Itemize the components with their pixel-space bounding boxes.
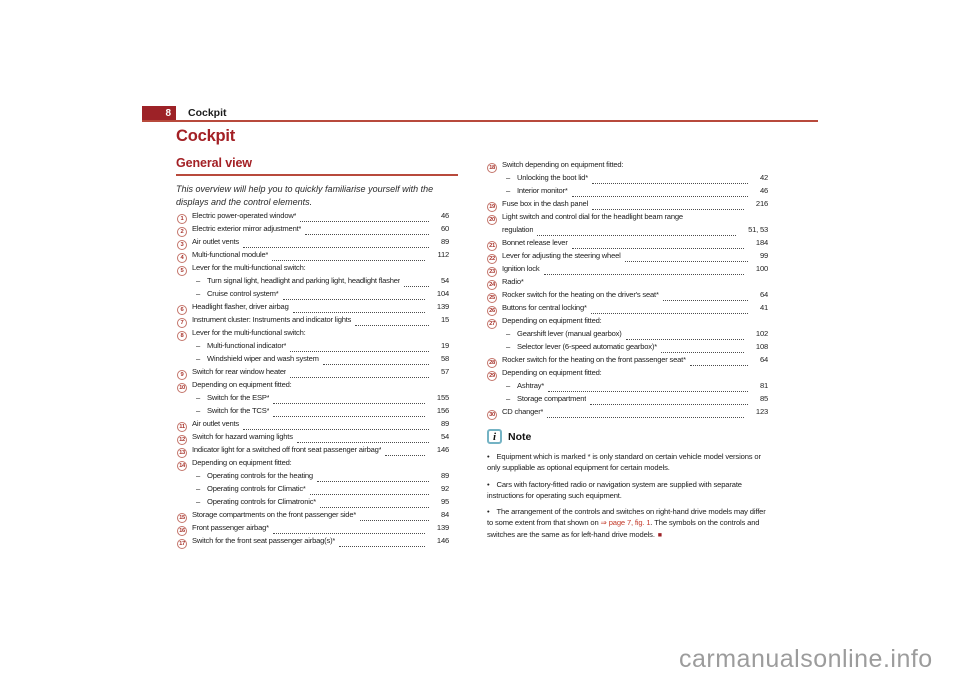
entry-label: CD changer*: [502, 407, 544, 416]
toc-entry[interactable]: [177, 367, 449, 380]
entry-label: Rocker switch for the heating on the driver's seat*: [502, 290, 659, 299]
item-number-badge: 20: [487, 215, 497, 225]
toc-entry[interactable]: [487, 251, 768, 264]
dot-leader: [243, 428, 429, 430]
dot-leader: [572, 247, 744, 249]
toc-entry: [177, 328, 449, 341]
dash-marker: –: [196, 354, 201, 363]
end-of-section-marker: ■: [657, 531, 662, 539]
entry-label: Rocker switch for the heating on the front passenger seat*: [502, 355, 686, 364]
toc-subentry[interactable]: [177, 484, 449, 497]
toc-entry[interactable]: [177, 419, 449, 432]
note-bullet-list: [487, 451, 768, 541]
item-number-badge: 13: [177, 448, 187, 458]
dot-leader: [590, 403, 748, 405]
note-bullet: • The arrangement of the controls and switches on right-hand drive models may differ to some extent from that shown on ⇒ page 7, fig. 1. The symbols on the controls and switches are the same as for left-hand drive models. ■: [487, 507, 766, 539]
item-number-badge: 3: [177, 240, 187, 250]
entry-page-number: 85: [759, 394, 768, 403]
entry-label: Multi-functional indicator*: [207, 341, 287, 350]
toc-subentry[interactable]: [177, 289, 449, 302]
dot-leader: [323, 363, 429, 365]
toc-subentry[interactable]: [487, 381, 768, 394]
dash-marker: –: [196, 497, 201, 506]
dash-marker: –: [196, 471, 201, 480]
bullet-icon: •: [487, 507, 490, 517]
dot-leader: [305, 233, 429, 235]
entry-page-number: 57: [440, 367, 449, 376]
toc-continuation[interactable]: [487, 225, 768, 238]
toc-entry[interactable]: [487, 238, 768, 251]
toc-subentry[interactable]: [487, 186, 768, 199]
entry-label: Switch depending on equipment fitted:: [502, 160, 624, 169]
item-number-badge: 27: [487, 319, 497, 329]
toc-entry[interactable]: [177, 445, 449, 458]
entry-label: Switch for the ESP*: [207, 393, 270, 402]
dash-marker: –: [506, 173, 511, 182]
entry-label: Operating controls for the heating: [207, 471, 313, 480]
item-number-badge: 10: [177, 383, 187, 393]
item-number-badge: 26: [487, 306, 497, 316]
toc-subentry[interactable]: [177, 497, 449, 510]
entry-page-number: 146: [436, 445, 449, 454]
toc-entry: [177, 380, 449, 393]
entry-label: Air outlet vents: [192, 419, 240, 428]
toc-entry[interactable]: [177, 237, 449, 250]
entry-label: Operating controls for Climatronic*: [207, 497, 317, 506]
entry-label: Bonnet release lever: [502, 238, 568, 247]
note-bullet: • Cars with factory-fitted radio or navigation system are supplied with separate instructions for operating such equipment.: [487, 479, 742, 500]
dot-leader: [592, 208, 744, 210]
right-column: [487, 160, 768, 546]
entry-label: Indicator light for a switched off front seat passenger airbag*: [192, 445, 382, 454]
toc-entry[interactable]: [487, 199, 768, 212]
item-number-badge: 4: [177, 253, 187, 263]
note-box: [487, 429, 768, 541]
note-bullet: • Equipment which is marked * is only standard on certain vehicle model versions or only suppliable as optional equipment for certain models.: [487, 452, 761, 473]
entry-page-number: 64: [759, 290, 768, 299]
entry-label: Interior monitor*: [517, 186, 568, 195]
dot-leader: [339, 545, 425, 547]
item-number-badge: 28: [487, 358, 497, 368]
entry-label: Storage compartments on the front passenger side*: [192, 510, 357, 519]
dot-leader: [625, 260, 748, 262]
bullet-icon: •: [487, 479, 490, 489]
toc-subentry[interactable]: [487, 342, 768, 355]
entry-label: Light switch and control dial for the headlight beam range: [502, 212, 683, 221]
toc-entry: [487, 368, 768, 381]
toc-entry[interactable]: [177, 432, 449, 445]
entry-page-number: 184: [755, 238, 768, 247]
note-title: Note: [508, 430, 532, 443]
dot-leader: [385, 454, 424, 456]
toc-entry: [487, 160, 768, 173]
entry-label: regulation: [502, 225, 534, 234]
entry-page-number: 92: [440, 484, 449, 493]
item-number-badge: 22: [487, 254, 497, 264]
item-number-badge: 25: [487, 293, 497, 303]
dot-leader: [297, 441, 429, 443]
dot-leader: [310, 493, 429, 495]
item-number-badge: 19: [487, 202, 497, 212]
dot-leader: [592, 182, 748, 184]
dash-marker: –: [196, 341, 201, 350]
entry-label: Operating controls for Climatic*: [207, 484, 306, 493]
dash-marker: –: [196, 393, 201, 402]
item-number-badge: 1: [177, 214, 187, 224]
page-reference-link[interactable]: ⇒ page 7, fig. 1: [600, 518, 651, 528]
entry-label: Depending on equipment fitted:: [502, 316, 602, 325]
entry-page-number: 139: [436, 523, 449, 532]
entry-label: Depending on equipment fitted:: [502, 368, 602, 377]
bullet-icon: •: [487, 452, 490, 461]
toc-subentry[interactable]: [487, 329, 768, 342]
entry-label: Depending on equipment fitted:: [192, 380, 292, 389]
dot-leader: [355, 324, 429, 326]
toc-entry: [487, 316, 768, 329]
toc-entry[interactable]: [487, 264, 768, 277]
watermark: carmanualsonline.info: [679, 645, 933, 673]
dash-marker: –: [506, 381, 511, 390]
entry-page-number: 216: [755, 199, 768, 208]
entry-page-number: 146: [436, 536, 449, 545]
toc-subentry[interactable]: [177, 354, 449, 367]
entry-page-number: 54: [440, 432, 449, 441]
entry-label: Storage compartment: [517, 394, 587, 403]
header-rule: [142, 120, 818, 122]
toc-subentry[interactable]: [177, 341, 449, 354]
item-number-badge: 24: [487, 280, 497, 290]
info-icon: i: [487, 429, 502, 444]
item-number-badge: 8: [177, 331, 187, 341]
entry-page-number: 89: [440, 237, 449, 246]
entry-label: Windshield wiper and wash system: [207, 354, 319, 363]
dot-leader: [547, 416, 744, 418]
entry-page-number: 156: [436, 406, 449, 415]
item-number-badge: 23: [487, 267, 497, 277]
entry-page-number: 112: [437, 250, 449, 259]
entry-label: Radio*: [502, 277, 524, 286]
entry-page-number: 64: [759, 355, 768, 364]
item-number-badge: 29: [487, 371, 497, 381]
entry-label: Switch for hazard warning lights: [192, 432, 293, 441]
toc-entry[interactable]: [487, 407, 768, 420]
dash-marker: –: [506, 394, 511, 403]
item-number-badge: 6: [177, 305, 187, 315]
toc-entry[interactable]: [177, 523, 449, 536]
entry-label: Cruise control system*: [207, 289, 279, 298]
dash-marker: –: [196, 289, 201, 298]
entry-page-number: 95: [440, 497, 449, 506]
dash-marker: –: [506, 186, 511, 195]
entry-page-number: 42: [759, 173, 768, 182]
entry-label: Buttons for central locking*: [502, 303, 587, 312]
dot-leader: [273, 532, 425, 534]
entry-label: Turn signal light, headlight and parking light, headlight flasher: [207, 276, 401, 285]
entry-label: Lever for adjusting the steering wheel: [502, 251, 621, 260]
entry-page-number: 89: [440, 471, 449, 480]
entry-label: Lever for the multi-functional switch:: [192, 263, 306, 272]
entry-page-number: 51, 53: [748, 225, 768, 234]
dot-leader: [572, 195, 748, 197]
entry-label: Ignition lock: [502, 264, 540, 273]
dot-leader: [544, 273, 744, 275]
dot-leader: [548, 390, 748, 392]
dot-leader: [290, 350, 429, 352]
item-number-badge: 30: [487, 410, 497, 420]
dot-leader: [272, 259, 425, 261]
dot-leader: [320, 506, 429, 508]
entry-label: Depending on equipment fitted:: [192, 458, 292, 467]
dot-leader: [283, 298, 425, 300]
entry-label: Selector lever (6-speed automatic gearbox)*: [517, 342, 657, 351]
item-number-badge: 2: [177, 227, 187, 237]
item-number-badge: 18: [487, 163, 497, 173]
entry-page-number: 102: [755, 329, 768, 338]
entry-label: Fuse box in the dash panel: [502, 199, 588, 208]
entry-label: Switch for the front seat passenger airbag(s)*: [192, 536, 336, 545]
dash-marker: –: [196, 276, 201, 285]
entry-page-number: 46: [440, 211, 449, 220]
dot-leader: [290, 376, 429, 378]
entry-page-number: 41: [759, 303, 768, 312]
header-section-title: Cockpit: [188, 107, 227, 119]
dash-marker: –: [196, 484, 201, 493]
toc-entry[interactable]: [177, 224, 449, 237]
item-number-badge: 21: [487, 241, 497, 251]
toc-left-column: [177, 211, 449, 549]
entry-page-number: 108: [755, 342, 768, 351]
dot-leader: [591, 312, 748, 314]
entry-page-number: 123: [755, 407, 768, 416]
toc-entry: [177, 263, 449, 276]
page-number-badge: 8: [142, 106, 176, 121]
dot-leader: [273, 415, 425, 417]
toc-subentry[interactable]: [177, 276, 449, 289]
entry-page-number: 58: [440, 354, 449, 363]
entry-page-number: 19: [440, 341, 449, 350]
dot-leader: [537, 234, 736, 236]
toc-subentry[interactable]: [177, 393, 449, 406]
dot-leader: [243, 246, 429, 248]
entry-page-number: 155: [436, 393, 449, 402]
entry-label: Instrument cluster: Instruments and indicator lights: [192, 315, 352, 324]
entry-page-number: 15: [440, 315, 449, 324]
toc-entry[interactable]: [487, 290, 768, 303]
toc-entry: [177, 458, 449, 471]
item-number-badge: 17: [177, 539, 187, 549]
dot-leader: [317, 480, 429, 482]
entry-label: Electric power-operated window*: [192, 211, 297, 220]
entry-label: Switch for the TCS*: [207, 406, 270, 415]
entry-page-number: 104: [436, 289, 449, 298]
toc-right-column: [487, 160, 768, 420]
section-heading: General view: [176, 156, 458, 176]
item-number-badge: 16: [177, 526, 187, 536]
dot-leader: [626, 338, 744, 340]
item-number-badge: 11: [177, 422, 187, 432]
entry-page-number: 46: [759, 186, 768, 195]
entry-page-number: 81: [759, 381, 768, 390]
intro-text: This overview will help you to quickly familiarise yourself with the displays and the control elements.: [176, 184, 434, 207]
item-number-badge: 9: [177, 370, 187, 380]
toc-entry[interactable]: [177, 536, 449, 549]
entry-page-number: 60: [440, 224, 449, 233]
entry-page-number: 100: [755, 264, 768, 273]
toc-subentry[interactable]: [177, 406, 449, 419]
dash-marker: –: [506, 342, 511, 351]
dash-marker: –: [196, 406, 201, 415]
entry-page-number: 84: [440, 510, 449, 519]
item-number-badge: 5: [177, 266, 187, 276]
dot-leader: [273, 402, 424, 404]
toc-entry[interactable]: [177, 211, 449, 224]
entry-label: Electric exterior mirror adjustment*: [192, 224, 302, 233]
entry-page-number: 139: [436, 302, 449, 311]
entry-page-number: 99: [759, 251, 768, 260]
entry-label: Lever for the multi-functional switch:: [192, 328, 306, 337]
entry-label: Front passenger airbag*: [192, 523, 269, 532]
note-header: [487, 429, 768, 444]
toc-entry[interactable]: [177, 302, 449, 315]
toc-entry[interactable]: [487, 355, 768, 368]
toc-entry[interactable]: [177, 250, 449, 263]
toc-entry: [487, 212, 768, 225]
dot-leader: [663, 299, 748, 301]
dot-leader: [293, 311, 425, 313]
entry-label: Gearshift lever (manual gearbox): [517, 329, 622, 338]
entry-label: Headlight flasher, driver airbag: [192, 302, 289, 311]
toc-entry[interactable]: [177, 315, 449, 328]
toc-entry: [487, 277, 768, 290]
entry-page-number: 54: [440, 276, 449, 285]
toc-subentry[interactable]: [487, 173, 768, 186]
dot-leader: [690, 364, 748, 366]
entry-label: Multi-functional module*: [192, 250, 269, 259]
toc-entry[interactable]: [487, 303, 768, 316]
page-title: Cockpit: [176, 127, 236, 145]
dot-leader: [360, 519, 429, 521]
dash-marker: –: [506, 329, 511, 338]
dot-leader: [300, 220, 429, 222]
entry-page-number: 89: [440, 419, 449, 428]
toc-subentry[interactable]: [177, 471, 449, 484]
entry-label: Switch for rear window heater: [192, 367, 287, 376]
item-number-badge: 15: [177, 513, 187, 523]
entry-label: Ashtray*: [517, 381, 545, 390]
dot-leader: [661, 351, 744, 353]
toc-entry[interactable]: [177, 510, 449, 523]
entry-label: Unlocking the boot lid*: [517, 173, 588, 182]
entry-label: Air outlet vents: [192, 237, 240, 246]
item-number-badge: 14: [177, 461, 187, 471]
item-number-badge: 12: [177, 435, 187, 445]
item-number-badge: 7: [177, 318, 187, 328]
dot-leader: [404, 285, 429, 287]
toc-subentry[interactable]: [487, 394, 768, 407]
